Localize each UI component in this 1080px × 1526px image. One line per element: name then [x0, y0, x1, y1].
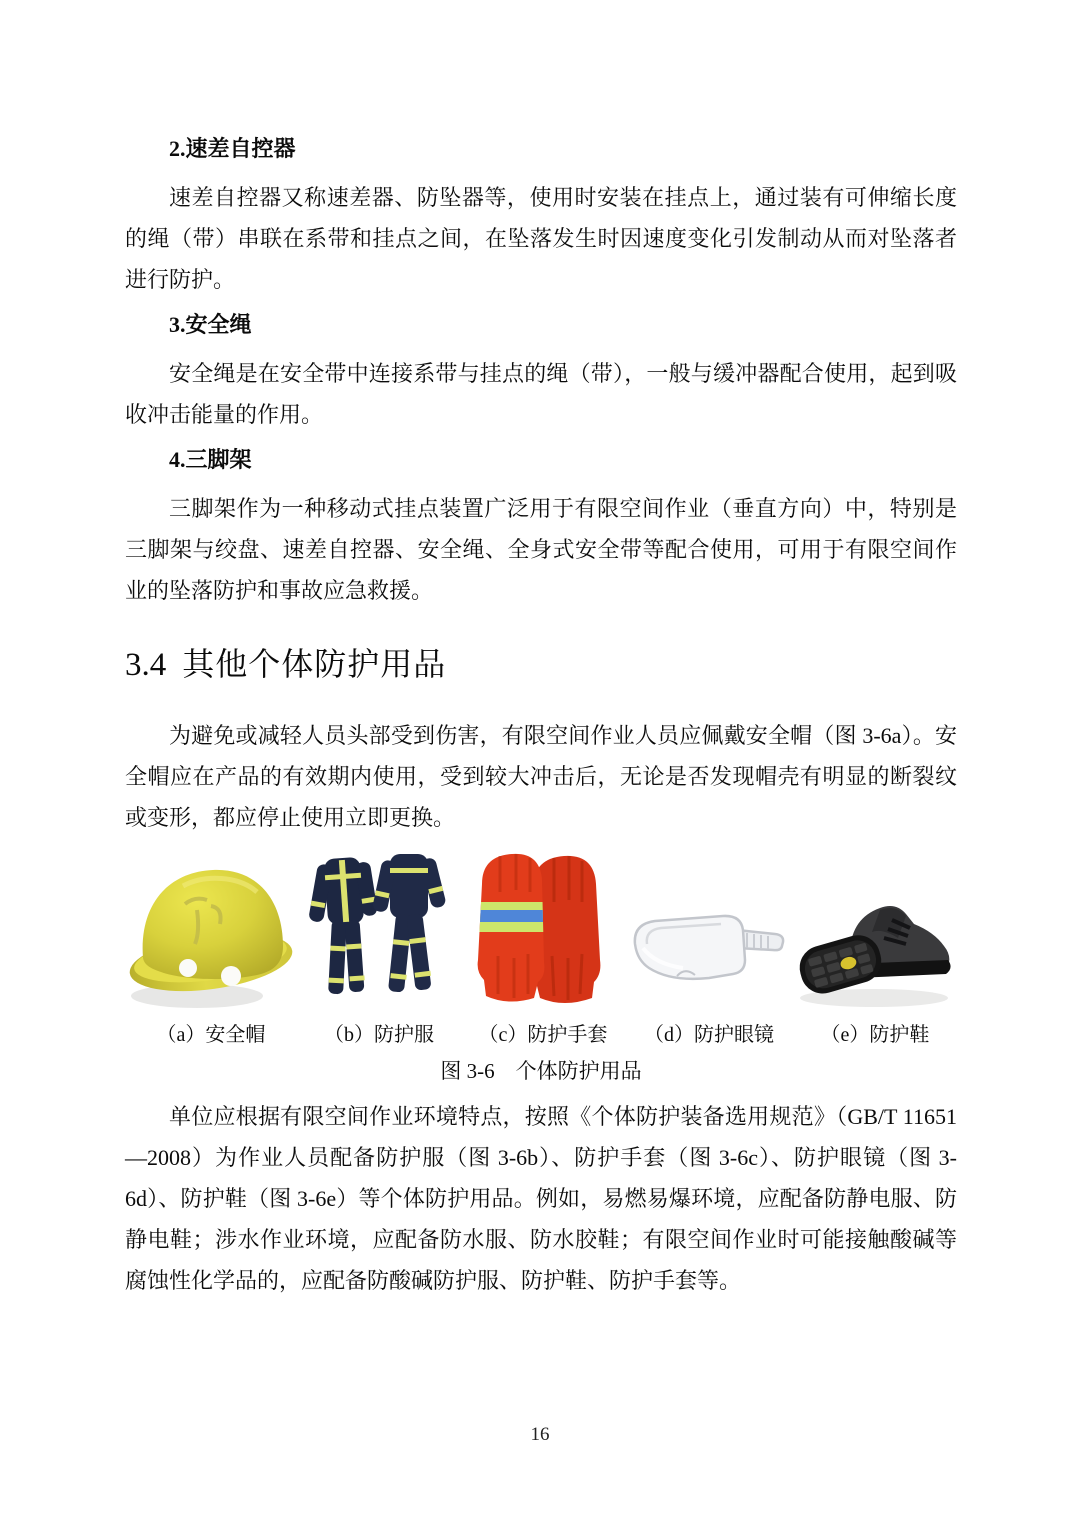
- ppe-item-clothing: [297, 844, 461, 1048]
- ppe-item-gloves: [461, 844, 625, 1048]
- subheading-speed-arrester: 2.速差自控器: [169, 136, 296, 161]
- paragraph-speed-arrester: 速差自控器又称速差器、防坠器等，使用时安装在挂点上，通过装有可伸缩长度的绳（带）串联在系带和挂点之间，在坠落发生时因速度变化引发制动从而对坠落者进行防护。: [125, 185, 957, 292]
- paragraph-safety-rope: 安全绳是在安全带中连接系带与挂点的绳（带），一般与缓冲器配合使用，起到吸收冲击能量的作用。: [125, 361, 957, 427]
- caption-helmet: （a）安全帽: [156, 1024, 266, 1046]
- ppe-item-glasses: [625, 844, 793, 1048]
- protective-clothing-image: [308, 846, 450, 1010]
- page-content: [125, 124, 957, 1301]
- ppe-item-shoes: [793, 844, 957, 1048]
- figure-3-6: [125, 844, 957, 1086]
- caption-shoes: （e）防护鞋: [820, 1024, 930, 1046]
- ppe-item-helmet: [125, 844, 297, 1048]
- protective-shoes-image: [794, 870, 956, 1010]
- caption-clothing: （b）防护服: [324, 1024, 434, 1046]
- safety-helmet-image: [125, 850, 297, 1010]
- paragraph-helmet-intro: 为避免或减轻人员头部受到伤害，有限空间作业人员应佩戴安全帽（图 3-6a）。安全帽应在产品的有效期内使用，受到较大冲击后，无论是否发现帽壳有明显的断裂纹或变形，都应停止使用立即更换。: [125, 723, 957, 830]
- paragraph-tripod: 三脚架作为一种移动式挂点装置广泛用于有限空间作业（垂直方向）中，特别是三脚架与绞盘、速差自控器、安全绳、全身式安全带等配合使用，可用于有限空间作业的坠落防护和事故应急救援。: [125, 496, 957, 603]
- subheading-safety-rope: 3.安全绳: [169, 312, 252, 337]
- protective-glasses-image: [625, 904, 793, 996]
- figure-caption: 图 3-6 个体防护用品: [440, 1059, 642, 1083]
- section-title: 其他个体防护用品: [182, 646, 447, 682]
- section-number: 3.4: [125, 647, 167, 683]
- paragraph-ppe-selection: 单位应根据有限空间作业环境特点，按照《个体防护装备选用规范》（GB/T 11651—2008）为作业人员配备防护服（图 3-6b）、防护手套（图 3-6c）、防护眼镜（图 3-6d）、防护鞋（图 3-6e）等个体防护用品。例如，易燃易爆环境，应配备防静电服、防静电鞋；涉水作业环境，应配备防水服、防水胶鞋；有限空间作业时可能接触酸碱等腐蚀性化学品的，应配备防酸碱防护服、防护鞋、防护手套等。: [125, 1104, 957, 1293]
- protective-gloves-image: [468, 844, 618, 1010]
- ppe-photo-row: [125, 844, 957, 1048]
- caption-glasses: （d）防护眼镜: [644, 1024, 774, 1046]
- subheading-tripod: 4.三脚架: [169, 447, 252, 472]
- caption-gloves: （c）防护手套: [478, 1024, 608, 1046]
- page-number: 16: [530, 1424, 550, 1445]
- section-3-4-heading: [125, 641, 957, 691]
